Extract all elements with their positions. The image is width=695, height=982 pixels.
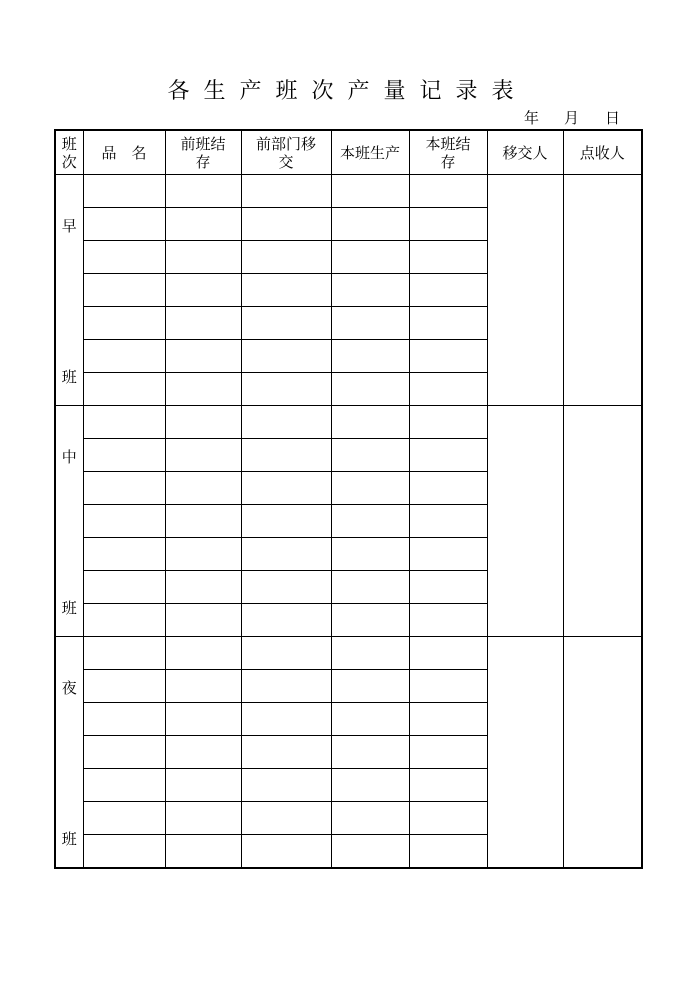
page-title: 各生产班次产量记录表 (167, 79, 528, 104)
product-cell (83, 835, 165, 869)
header-prev-balance: 前班结 存 (165, 130, 241, 175)
shift-label-cell (55, 406, 83, 637)
product-cell (83, 406, 165, 439)
shift-label-top: 夜 (61, 679, 77, 697)
product-cell (83, 373, 165, 406)
transfer-in-cell (241, 241, 331, 274)
product-cell (83, 307, 165, 340)
shift-label-bottom: 班 (61, 368, 77, 386)
receiver-person-cell (563, 637, 642, 869)
transfer-in-cell (241, 802, 331, 835)
production-cell (331, 406, 409, 439)
table-body (55, 175, 642, 869)
product-cell (83, 340, 165, 373)
transfer-in-cell (241, 637, 331, 670)
header-handover-person: 移交人 (487, 130, 563, 175)
transfer-in-cell (241, 703, 331, 736)
prev-balance-cell (165, 670, 241, 703)
curr-balance-cell (409, 439, 487, 472)
product-cell (83, 604, 165, 637)
prev-balance-cell (165, 769, 241, 802)
prev-balance-cell (165, 505, 241, 538)
header-production: 本班生产 (331, 130, 409, 175)
production-cell (331, 307, 409, 340)
curr-balance-cell (409, 241, 487, 274)
prev-balance-cell (165, 340, 241, 373)
prev-balance-cell (165, 175, 241, 208)
curr-balance-cell (409, 274, 487, 307)
product-cell (83, 637, 165, 670)
transfer-in-cell (241, 208, 331, 241)
prev-balance-cell (165, 274, 241, 307)
curr-balance-cell (409, 505, 487, 538)
prev-balance-cell (165, 736, 241, 769)
curr-balance-cell (409, 802, 487, 835)
production-cell (331, 604, 409, 637)
transfer-in-cell (241, 538, 331, 571)
transfer-in-cell (241, 571, 331, 604)
prev-balance-cell (165, 439, 241, 472)
product-cell (83, 241, 165, 274)
curr-balance-cell (409, 406, 487, 439)
transfer-in-cell (241, 835, 331, 869)
production-record-table (54, 129, 643, 869)
product-cell (83, 472, 165, 505)
curr-balance-cell (409, 208, 487, 241)
transfer-in-cell (241, 175, 331, 208)
header-shift: 班 次 (55, 130, 83, 175)
production-cell (331, 802, 409, 835)
date-year-label: 年 (524, 109, 540, 127)
product-cell (83, 208, 165, 241)
curr-balance-cell (409, 670, 487, 703)
shift-label-top: 中 (61, 448, 77, 466)
product-cell (83, 736, 165, 769)
transfer-in-cell (241, 307, 331, 340)
table-row (55, 175, 642, 208)
prev-balance-cell (165, 373, 241, 406)
curr-balance-cell (409, 604, 487, 637)
curr-balance-cell (409, 340, 487, 373)
production-cell (331, 835, 409, 869)
prev-balance-cell (165, 835, 241, 869)
shift-label-bottom: 班 (61, 599, 77, 617)
production-cell (331, 373, 409, 406)
shift-label-top: 早 (61, 217, 77, 235)
shift-label-cell (55, 637, 83, 869)
product-cell (83, 769, 165, 802)
production-cell (331, 274, 409, 307)
transfer-in-cell (241, 439, 331, 472)
prev-balance-cell (165, 406, 241, 439)
production-cell (331, 439, 409, 472)
production-cell (331, 241, 409, 274)
production-cell (331, 505, 409, 538)
production-cell (331, 670, 409, 703)
header-product: 品 名 (83, 130, 165, 175)
header-transfer-in: 前部门移 交 (241, 130, 331, 175)
production-cell (331, 175, 409, 208)
curr-balance-cell (409, 175, 487, 208)
product-cell (83, 274, 165, 307)
shift-label-bottom: 班 (61, 830, 77, 848)
product-cell (83, 175, 165, 208)
product-cell (83, 505, 165, 538)
curr-balance-cell (409, 769, 487, 802)
shift-label-cell (55, 175, 83, 406)
handover-person-cell (487, 406, 563, 637)
curr-balance-cell (409, 703, 487, 736)
receiver-person-cell (563, 406, 642, 637)
production-cell (331, 472, 409, 505)
table-row (55, 637, 642, 670)
handover-person-cell (487, 175, 563, 406)
prev-balance-cell (165, 241, 241, 274)
product-cell (83, 571, 165, 604)
transfer-in-cell (241, 406, 331, 439)
transfer-in-cell (241, 472, 331, 505)
curr-balance-cell (409, 538, 487, 571)
curr-balance-cell (409, 637, 487, 670)
prev-balance-cell (165, 307, 241, 340)
transfer-in-cell (241, 373, 331, 406)
production-cell (331, 340, 409, 373)
curr-balance-cell (409, 373, 487, 406)
transfer-in-cell (241, 736, 331, 769)
header-receiver-person: 点收人 (563, 130, 642, 175)
prev-balance-cell (165, 802, 241, 835)
production-cell (331, 769, 409, 802)
prev-balance-cell (165, 472, 241, 505)
transfer-in-cell (241, 604, 331, 637)
transfer-in-cell (241, 340, 331, 373)
product-cell (83, 538, 165, 571)
product-cell (83, 802, 165, 835)
production-cell (331, 736, 409, 769)
production-cell (331, 208, 409, 241)
handover-person-cell (487, 637, 563, 869)
header-curr-balance: 本班结 存 (409, 130, 487, 175)
transfer-in-cell (241, 274, 331, 307)
curr-balance-cell (409, 736, 487, 769)
prev-balance-cell (165, 604, 241, 637)
prev-balance-cell (165, 571, 241, 604)
curr-balance-cell (409, 571, 487, 604)
receiver-person-cell (563, 175, 642, 406)
date-month-label: 月 (564, 109, 580, 127)
product-cell (83, 439, 165, 472)
date-day-label: 日 (605, 109, 621, 127)
production-cell (331, 703, 409, 736)
production-cell (331, 571, 409, 604)
curr-balance-cell (409, 835, 487, 869)
header-row (55, 130, 642, 175)
product-cell (83, 670, 165, 703)
production-cell (331, 538, 409, 571)
prev-balance-cell (165, 703, 241, 736)
product-cell (83, 703, 165, 736)
transfer-in-cell (241, 505, 331, 538)
prev-balance-cell (165, 208, 241, 241)
transfer-in-cell (241, 670, 331, 703)
production-cell (331, 637, 409, 670)
transfer-in-cell (241, 769, 331, 802)
prev-balance-cell (165, 538, 241, 571)
table-row (55, 406, 642, 439)
curr-balance-cell (409, 472, 487, 505)
curr-balance-cell (409, 307, 487, 340)
prev-balance-cell (165, 637, 241, 670)
